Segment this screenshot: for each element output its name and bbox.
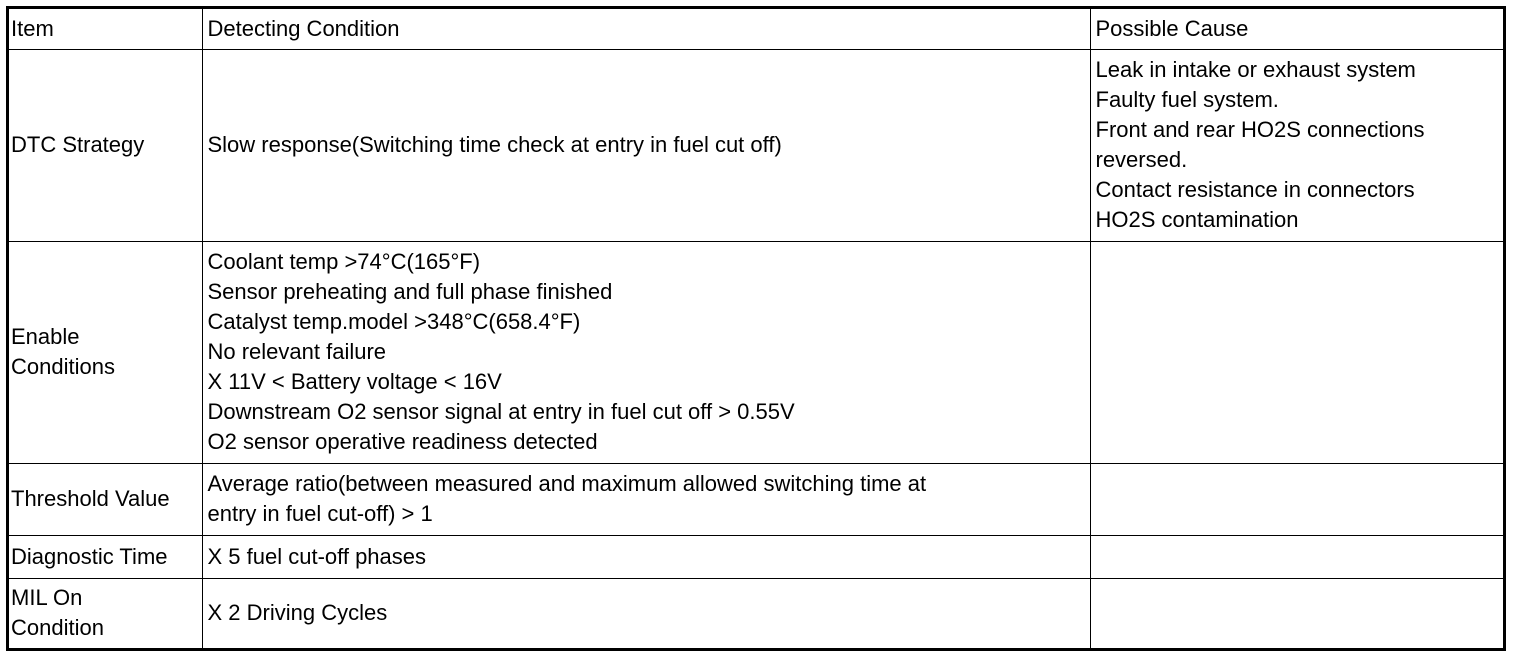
item-label: Diagnostic Time <box>11 543 168 569</box>
item-label: Condition <box>11 615 104 641</box>
cell-condition <box>202 578 1090 648</box>
condition-text: Slow response(Switching time check at entry in fuel cut off) <box>207 132 782 157</box>
header-row <box>9 9 1503 49</box>
cell-cause <box>1090 49 1503 241</box>
condition-text: Average ratio(between measured and maximum allowed switching time at <box>207 471 927 496</box>
table-row-mil-on-condition <box>9 578 1503 648</box>
condition-text: Coolant temp >74°C(165°F) <box>207 249 481 274</box>
cause-text: Leak in intake or exhaust system <box>1095 57 1416 82</box>
item-label: DTC Strategy <box>11 132 145 157</box>
cause-text: Contact resistance in connectors <box>1095 177 1415 202</box>
cell-cause <box>1090 535 1503 578</box>
header-item <box>9 9 202 49</box>
condition-text: X 11V < Battery voltage < 16V <box>207 369 502 394</box>
header-detecting-condition <box>202 9 1090 49</box>
header-cause-label: Possible Cause <box>1095 15 1249 41</box>
cell-item <box>9 578 202 648</box>
cell-condition <box>202 241 1090 463</box>
cause-text: Front and rear HO2S connections reversed. <box>1095 117 1425 172</box>
item-label: MIL On <box>11 585 83 611</box>
cause-text: HO2S contamination <box>1095 207 1299 232</box>
condition-text: X 2 Driving Cycles <box>207 600 388 626</box>
table-row-threshold-value <box>9 463 1503 535</box>
condition-text: entry in fuel cut-off) > 1 <box>207 501 433 526</box>
table-row-enable-conditions <box>9 241 1503 463</box>
diagnostic-table <box>9 9 1503 648</box>
condition-text: Sensor preheating and full phase finished <box>207 279 613 304</box>
item-label: Conditions <box>11 354 115 379</box>
condition-text: X 5 fuel cut-off phases <box>207 543 427 569</box>
header-condition-label: Detecting Condition <box>207 15 400 41</box>
cell-condition <box>202 463 1090 535</box>
condition-text: Downstream O2 sensor signal at entry in fuel cut off > 0.55V <box>207 399 795 424</box>
cell-condition <box>202 49 1090 241</box>
cause-text: Faulty fuel system. <box>1095 87 1279 112</box>
cell-condition <box>202 535 1090 578</box>
table-row-dtc-strategy <box>9 49 1503 241</box>
header-possible-cause <box>1090 9 1503 49</box>
diagnostic-table-frame <box>6 6 1506 651</box>
cell-item <box>9 535 202 578</box>
item-label: Enable <box>11 324 80 349</box>
cell-item <box>9 241 202 463</box>
condition-text: No relevant failure <box>207 339 387 364</box>
condition-text: Catalyst temp.model >348°C(658.4°F) <box>207 309 581 334</box>
cell-cause <box>1090 241 1503 463</box>
table-row-diagnostic-time <box>9 535 1503 578</box>
cell-cause <box>1090 463 1503 535</box>
condition-text: O2 sensor operative readiness detected <box>207 429 598 454</box>
header-item-label: Item <box>11 15 54 41</box>
item-label: Threshold Value <box>11 486 170 511</box>
cell-item <box>9 463 202 535</box>
cell-item <box>9 49 202 241</box>
cell-cause <box>1090 578 1503 648</box>
